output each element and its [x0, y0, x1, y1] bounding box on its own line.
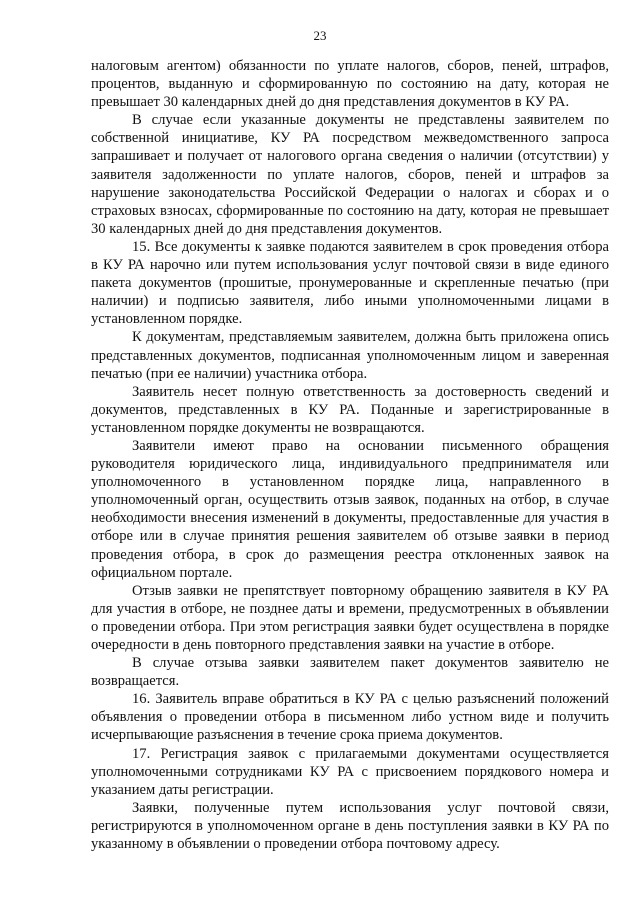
paragraph-interagency-request: В случае если указанные документы не представлены заявителем по собственной инициативе, КУ РА посредством межведомственного запроса запрашивает и получает от налогового органа сведения о наличии (отсутствии) у заявителя задолженности по уплате налогов, сборов, пеней и штрафов за нарушение законодательства Российской Федерации о налогах и сборах и о страховых взносах, сформированные по состоянию на дату, которая не превышает 30 календарных дней до дня представления документов.	[91, 112, 609, 237]
paragraph-withdrawal-right: Заявители имеют право на основании письменного обращения руководителя юридического лица, индивидуального предпринимателя или уполномоченного в установленном порядке лица, направленного в уполномоченный орган, осуществить отзыв заявок, поданных на отбор, в случае необходимости внесения изменений в документы, предоставленные для участия в отборе или в случае принятия решения заявителем об отзыве заявки в период проведения отбора, в срок до размещения реестра отклоненных заявок на официальном портале.	[91, 437, 609, 581]
paragraph-no-return: В случае отзыва заявки заявителем пакет документов заявителю не возвращается.	[91, 655, 609, 690]
page-number: 23	[313, 28, 327, 43]
paragraph-responsibility: Заявитель несет полную ответственность за достоверность сведений и документов, представленных в КУ РА. Поданные и зарегистрированные в установленном порядке документы не возвращаются.	[91, 383, 609, 436]
paragraph-item-16: 16. Заявитель вправе обратиться в КУ РА с целью разъяснений положений объявления о проведении отбора в письменном либо устном виде и получить исчерпывающие разъяснения в течение срока приема документов.	[91, 691, 609, 744]
paragraph-inventory: К документам, представляемым заявителем, должна быть приложена опись представленных документов, подписанная уполномоченным лицом и заверенная печатью (при ее наличии) участника отбора.	[91, 329, 609, 382]
paragraph-continuation: налоговым агентом) обязанности по уплате налогов, сборов, пеней, штрафов, процентов, выданную и сформированную по состоянию на дату, которая не превышает 30 календарных дней до дня представления документов в КУ РА.	[91, 58, 609, 111]
paragraph-postal-registration: Заявки, полученные путем использования услуг почтовой связи, регистрируются в уполномоченном органе в день поступления заявки в КУ РА по указанному в объявлении о проведении отбора почтовому адресу.	[91, 799, 609, 853]
paragraph-item-15: 15. Все документы к заявке подаются заявителем в срок проведения отбора в КУ РА нарочно или путем использования услуг почтовой связи в виде единого пакета документов (прошитые, пронумерованные и скрепленные печатью (при наличии) и подписью заявителя, либо иными уполномоченными лицами в установленном порядке.	[91, 238, 609, 328]
paragraph-withdrawal-effect: Отзыв заявки не препятствует повторному обращению заявителя в КУ РА для участия в отборе, не позднее даты и времени, предусмотренных в объявлении о проведении отбора. При этом регистрация заявки будет осуществлена в порядке очередности в день повторного представления заявки на участие в отборе.	[91, 582, 609, 653]
paragraph-item-17: 17. Регистрация заявок с прилагаемыми документами осуществляется уполномоченными сотрудниками КУ РА с присвоением порядкового номера и указанием даты регистрации.	[91, 745, 609, 798]
document-body	[91, 57, 609, 853]
